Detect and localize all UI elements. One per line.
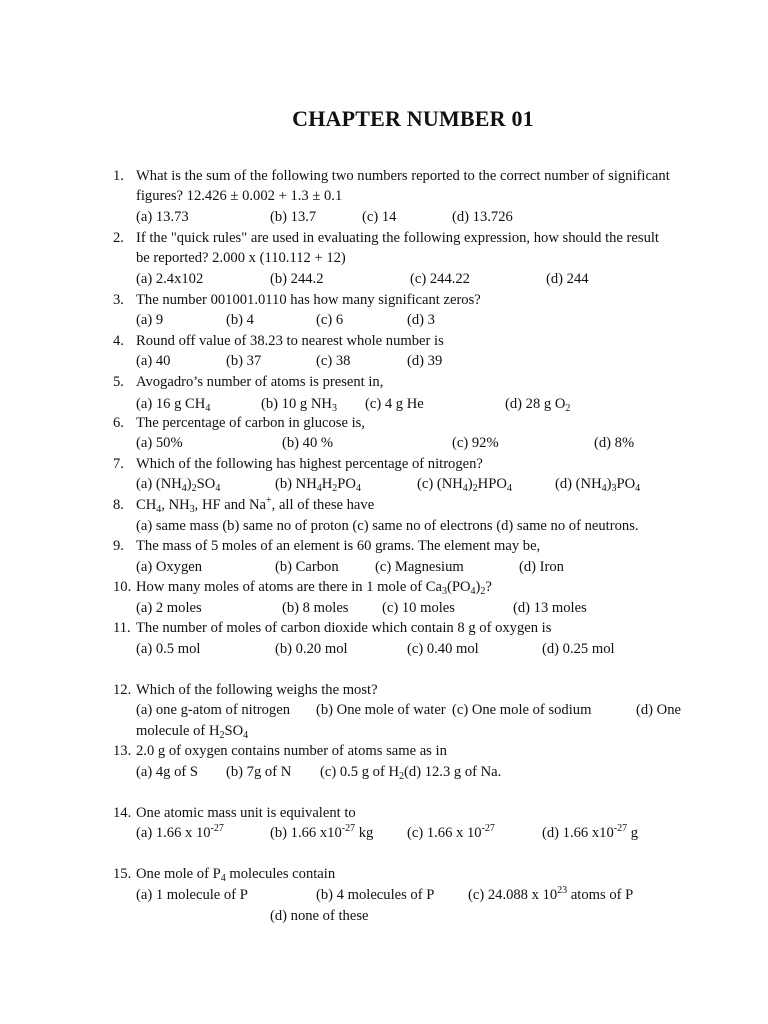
- option-a: (a) 9: [136, 312, 164, 328]
- question-number: 10.: [113, 579, 132, 595]
- option-c: (c) Magnesium: [375, 559, 464, 575]
- question-text: One atomic mass unit is equivalent to: [136, 805, 356, 821]
- option-d: (d) 8%: [594, 435, 635, 451]
- question-number: 7.: [113, 456, 124, 472]
- option-b: (b) Carbon: [275, 559, 339, 575]
- question-text: What is the sum of the following two numbers reported to the correct number of significant: [136, 168, 670, 184]
- option-d: (d) none of these: [270, 908, 369, 924]
- option-a: (a) 1.66 x $10^{-27}$: [136, 823, 224, 841]
- option-d: (d) 28 g $O_2$: [505, 396, 571, 414]
- option-a: (a) Oxygen: [136, 559, 203, 575]
- option-a: (a) 2 moles: [136, 600, 202, 616]
- option-a: (a) $(NH_4)_2SO_4$: [136, 476, 221, 494]
- question-text-cont: be reported? 2.000 x (110.112 + 12): [136, 250, 346, 266]
- option-d-cont: molecule of $H_2SO_4$: [136, 723, 249, 741]
- question-text: $CH_4$, $NH_3$, HF and Na+, all of these have: [136, 495, 375, 515]
- option-c: (c) 92%: [452, 435, 499, 451]
- question-text-cont: figures? 12.426 ± 0.002 + 1.3 ± 0.1: [136, 188, 343, 204]
- question-text: Avogadro’s number of atoms is present in,: [136, 374, 384, 390]
- option-d: (d) 244: [546, 271, 589, 287]
- question-text: Which of the following weighs the most?: [136, 682, 378, 698]
- option-d: (d) 13 moles: [513, 600, 587, 616]
- option-c: (c) 14: [362, 209, 397, 225]
- option-a: (a) 13.73: [136, 209, 189, 225]
- question-text: The number 001001.0110 has how many significant zeros?: [136, 292, 481, 308]
- question-text: The percentage of carbon in glucose is,: [136, 415, 365, 431]
- question-number: 13.: [113, 743, 132, 759]
- option-d: (d) 3: [407, 312, 435, 328]
- question-number: 1.: [113, 168, 124, 184]
- question-text: The number of moles of carbon dioxide which contain 8 g of oxygen is: [136, 620, 552, 636]
- option-d: (d) 1.66 $x10^{-27}$ g: [542, 823, 639, 841]
- option-d: (d) One: [636, 702, 681, 718]
- question-number: 9.: [113, 538, 124, 554]
- option-d: (d) 13.726: [452, 209, 513, 225]
- question-number: 3.: [113, 292, 124, 308]
- option-a: (a) 0.5 mol: [136, 641, 201, 657]
- option-a: (a) 4g of S: [136, 764, 199, 780]
- option-a: (a) 1 molecule of P: [136, 887, 248, 903]
- option-c: (c) One mole of sodium: [452, 702, 592, 718]
- option-b: (b) 244.2: [270, 271, 324, 287]
- option-c: (c) 24.088 x $10^{23}$ atoms of P: [468, 885, 634, 903]
- option-b: (b) 40 %: [282, 435, 334, 451]
- option-c: (c) 0.5 g of $H_2(d)$ 12.3 g of Na.: [320, 764, 502, 782]
- option-b: (b) 0.20 mol: [275, 641, 348, 657]
- option-b: (b) 7g of N: [226, 764, 292, 780]
- option-a: (a) 2.4x102: [136, 271, 204, 287]
- question-number: 15.: [113, 866, 132, 882]
- option-b: (b) 10 g $NH_3$: [261, 396, 337, 414]
- question-number: 5.: [113, 374, 124, 390]
- question-text: Round off value of 38.23 to nearest whole number is: [136, 333, 444, 349]
- option-c: (c) $(NH_4)_2HPO_4$: [417, 476, 512, 494]
- option-b: (b) 4 molecules of P: [316, 887, 435, 903]
- option-c: (c) 4 g He: [365, 396, 424, 412]
- question-text: The mass of 5 moles of an element is 60 grams. The element may be,: [136, 538, 541, 554]
- option-d: (d) 39: [407, 353, 443, 369]
- option-b: (b) 1.66 $x10^{-27}$ kg: [270, 823, 374, 841]
- option-c: (c) 244.22: [410, 271, 470, 287]
- question-text: Which of the following has highest percentage of nitrogen?: [136, 456, 483, 472]
- question-text: If the "quick rules" are used in evaluating the following expression, how should the result: [136, 230, 659, 246]
- option-b: (b) 4: [226, 312, 254, 328]
- option-a: (a) 16 g $CH_4$: [136, 396, 211, 414]
- question-number: 4.: [113, 333, 124, 349]
- option-b: (b) 37: [226, 353, 262, 369]
- option-a: (a) one g-atom of nitrogen: [136, 702, 290, 718]
- question-number: 2.: [113, 230, 124, 246]
- question-number: 8.: [113, 497, 124, 513]
- option-b: (b) One mole of water: [316, 702, 446, 718]
- option-c: (c) 1.66 x $10^{-27}$: [407, 823, 495, 841]
- question-number: 12.: [113, 682, 132, 698]
- option-b: (b) 13.7: [270, 209, 317, 225]
- question-number: 14.: [113, 805, 132, 821]
- option-d: (d) $(NH_4)_3PO_4$: [555, 476, 641, 494]
- question-number: 11.: [113, 620, 131, 636]
- option-c: (c) 38: [316, 353, 351, 369]
- option-c: (c) 10 moles: [382, 600, 455, 616]
- options-line: (a) same mass (b) same no of proton (c) same no of electrons (d) same no of neutrons.: [136, 518, 639, 534]
- option-b: (b) $NH_4H_2PO_4$: [275, 476, 361, 494]
- question-text: One mole of $P_4$ molecules contain: [136, 866, 336, 884]
- option-b: (b) 8 moles: [282, 600, 349, 616]
- question-text: How many moles of atoms are there in 1 mole of $Ca_3(PO_4)_2$?: [136, 579, 492, 597]
- option-a: (a) 50%: [136, 435, 183, 451]
- question-text: 2.0 g of oxygen contains number of atoms same as in: [136, 743, 447, 759]
- option-a: (a) 40: [136, 353, 171, 369]
- option-d: (d) 0.25 mol: [542, 641, 615, 657]
- option-d: (d) Iron: [519, 559, 564, 575]
- option-c: (c) 0.40 mol: [407, 641, 479, 657]
- chapter-title: CHAPTER NUMBER 01: [292, 106, 534, 131]
- option-c: (c) 6: [316, 312, 344, 328]
- question-number: 6.: [113, 415, 124, 431]
